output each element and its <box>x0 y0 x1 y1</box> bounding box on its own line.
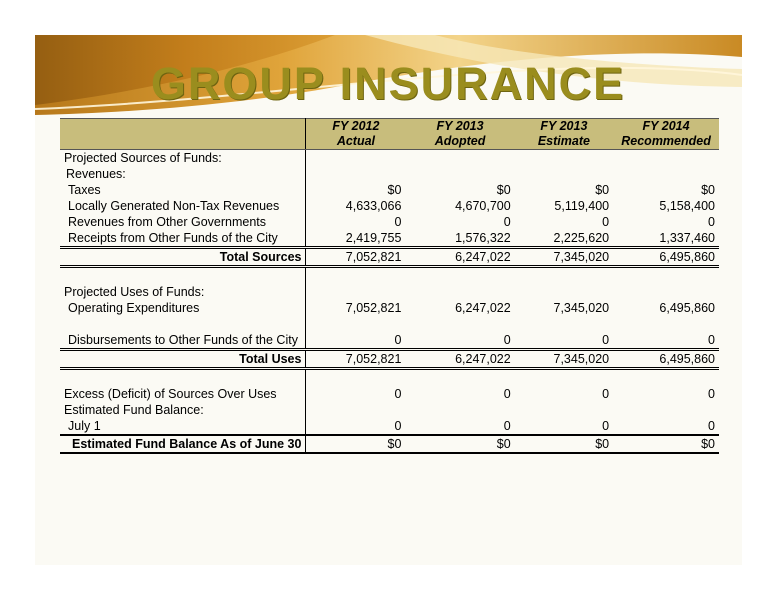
col-header-fy2012: FY 2012 Actual <box>306 119 405 150</box>
cell-value: 2,419,755 <box>306 230 405 248</box>
table-row <box>60 332 719 350</box>
column-header-row <box>60 119 719 150</box>
total-value: 7,345,020 <box>515 350 613 369</box>
cell-value: 0 <box>503 419 511 433</box>
cell-value: $0 <box>701 183 715 197</box>
subsection-heading: Revenues: <box>60 166 306 182</box>
total-value: 6,247,022 <box>405 248 514 267</box>
cell-value: 0 <box>394 419 402 433</box>
cell-value: 1,576,322 <box>405 230 514 248</box>
fund-table <box>60 118 719 454</box>
header-blank <box>60 119 306 150</box>
uses-heading-row <box>60 284 719 300</box>
total-sources-row <box>60 248 719 267</box>
cell-value: 0 <box>503 387 511 401</box>
cell-value: 0 <box>602 215 610 229</box>
cell-value: $0 <box>595 183 610 197</box>
final-value: $0 <box>613 435 719 453</box>
col-header-fy2013-adopted: FY 2013 Adopted <box>405 119 514 150</box>
cell-value: 0 <box>602 419 610 433</box>
cell-value: 0 <box>708 215 715 229</box>
cell-value: 7,052,821 <box>345 301 402 315</box>
final-label: Estimated Fund Balance As of June 30 <box>60 435 306 453</box>
cell-value: 0 <box>613 332 719 350</box>
subsection-heading: Estimated Fund Balance: <box>60 402 306 418</box>
row-label: Locally Generated Non-Tax Revenues <box>60 198 306 214</box>
total-label: Total Uses <box>60 350 306 369</box>
section-heading: Projected Sources of Funds: <box>60 150 306 167</box>
revenues-heading-row <box>60 166 719 182</box>
final-value: $0 <box>306 435 405 453</box>
cell-value: 4,670,700 <box>455 199 511 213</box>
cell-value: 0 <box>394 215 402 229</box>
total-value: 6,495,860 <box>613 248 719 267</box>
final-balance-row <box>60 435 719 453</box>
spacer-row <box>60 369 719 387</box>
cell-value: $0 <box>496 183 511 197</box>
cell-value: 1,337,460 <box>613 230 719 248</box>
cell-value: 7,345,020 <box>553 301 610 315</box>
cell-value: 0 <box>503 215 511 229</box>
row-label: Receipts from Other Funds of the City <box>60 230 306 248</box>
col-header-fy2013-estimate: FY 2013 Estimate <box>515 119 613 150</box>
col-header-fy2014: FY 2014 Recommended <box>613 119 719 150</box>
cell-value: 5,158,400 <box>659 199 715 213</box>
cell-value: 5,119,400 <box>554 199 610 213</box>
row-label: Revenues from Other Governments <box>60 214 306 230</box>
cell-value: 4,633,066 <box>345 199 402 213</box>
table-row <box>60 198 719 214</box>
cell-value: 0 <box>405 332 514 350</box>
cell-value: 0 <box>602 387 610 401</box>
cell-value: 0 <box>515 332 613 350</box>
fund-balance-heading-row <box>60 402 719 418</box>
cell-value: 6,247,022 <box>455 301 511 315</box>
row-label: Disbursements to Other Funds of the City <box>60 332 306 350</box>
total-value: 6,495,860 <box>613 350 719 369</box>
cell-value: 0 <box>708 419 715 433</box>
table-row <box>60 214 719 230</box>
final-value: $0 <box>405 435 514 453</box>
final-value: $0 <box>515 435 613 453</box>
cell-value: 0 <box>708 387 715 401</box>
total-value: 7,052,821 <box>306 248 405 267</box>
table-row <box>60 386 719 402</box>
table-row <box>60 182 719 198</box>
total-value: 6,247,022 <box>405 350 514 369</box>
row-label: Operating Expenditures <box>60 300 306 316</box>
total-label: Total Sources <box>60 248 306 267</box>
cell-value: 0 <box>306 332 405 350</box>
cell-value: 6,495,860 <box>659 301 715 315</box>
spacer-row <box>60 267 719 285</box>
spacer-row <box>60 316 719 332</box>
table-row <box>60 418 719 435</box>
section-heading: Projected Uses of Funds: <box>60 284 306 300</box>
cell-value: $0 <box>387 183 402 197</box>
row-label: July 1 <box>60 418 306 435</box>
total-uses-row <box>60 350 719 369</box>
table-row <box>60 230 719 248</box>
sources-heading-row <box>60 150 719 167</box>
row-label: Excess (Deficit) of Sources Over Uses <box>60 386 306 402</box>
total-value: 7,052,821 <box>306 350 405 369</box>
row-label: Taxes <box>60 182 306 198</box>
page-title: GROUP INSURANCE <box>150 58 626 109</box>
total-value: 7,345,020 <box>515 248 613 267</box>
table-row <box>60 300 719 316</box>
cell-value: 2,225,620 <box>515 230 613 248</box>
cell-value: 0 <box>394 387 402 401</box>
